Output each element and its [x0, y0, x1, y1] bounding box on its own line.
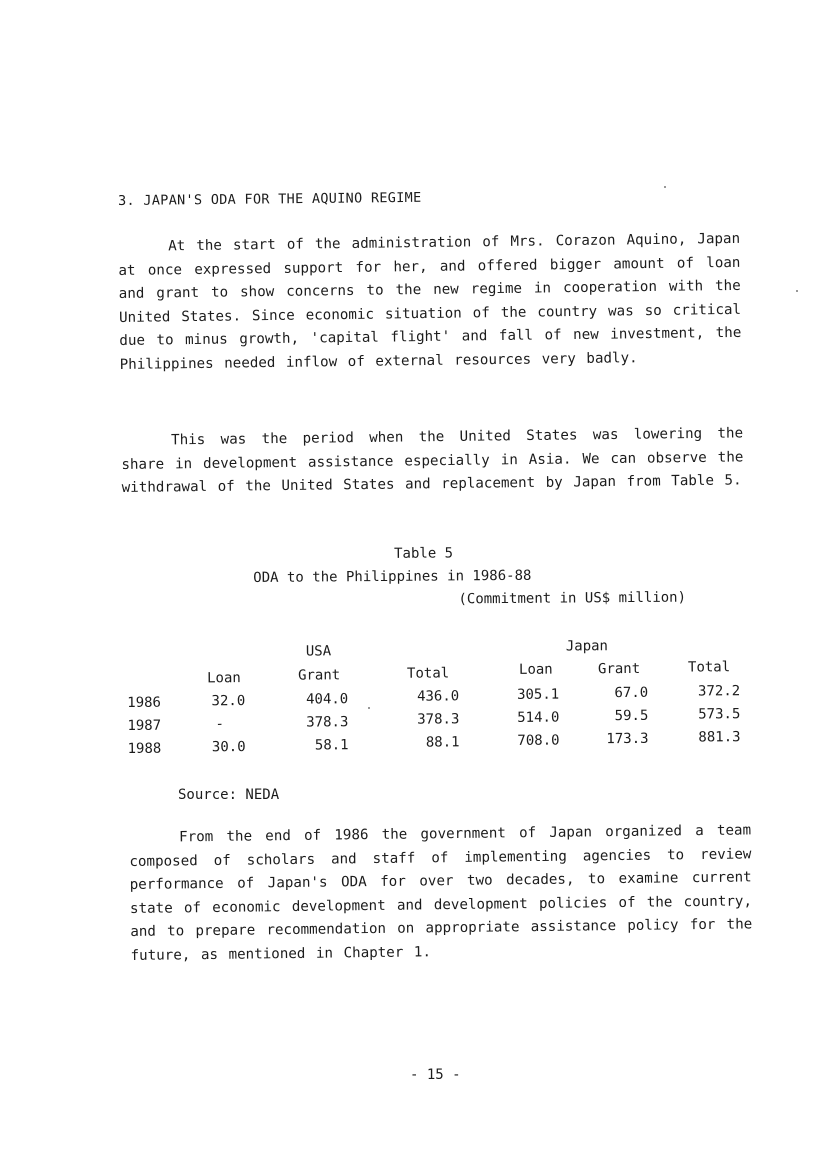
table-col-japan-total: Total — [687, 659, 731, 676]
table-cell: 372.2 — [697, 683, 741, 700]
table-cell: 30.0 — [211, 739, 246, 756]
scan-speck — [664, 186, 666, 188]
oda-table — [120, 540, 762, 765]
table-number: Table 5 — [394, 545, 454, 562]
paragraph-2-text: This was the period when the United States was lowering the share in development assistance especially in Asia. We can observe the withdrawal of the United States and replacement by Japan from Table 5. — [121, 425, 744, 496]
table-group-japan: Japan — [565, 638, 609, 655]
table-col-japan-grant: Grant — [597, 660, 641, 678]
table-cell: 573.5 — [698, 706, 741, 723]
table-col-usa-grant: Grant — [297, 667, 341, 684]
table-cell: 436.0 — [416, 688, 460, 705]
paragraph-3-text: From the end of 1986 the government of Japan organized a team composed of scholars and staff of implementing agencies to review performance of Japan's ODA for over two decades, to examine current state of economic development and development policies of the country, and to prepare recommendation on appropriate assistance policy for the future, as mentioned in Chapter 1. — [129, 822, 753, 964]
table-row-year: 1986 — [127, 694, 162, 711]
table-cell: 32.0 — [211, 693, 246, 710]
table-col-usa-total: Total — [406, 665, 450, 682]
table-cell: 173.3 — [606, 730, 649, 748]
table-cell: 59.5 — [614, 707, 649, 725]
paragraph-2 — [121, 422, 744, 500]
scan-speck — [796, 290, 798, 292]
paragraph-1-text: At the start of the administration of Mrs. Corazon Aquino, Japan at once expressed support for her, and offered bigger amount of loan and grant to show concerns to the new regime in cooperation with the United States. Since economic situation of the country was so critical due to minus growth, 'capital flight' and fall of new investment, the Philippines needed inflow of external resources very badly. — [118, 230, 742, 373]
paragraph-3 — [129, 819, 753, 968]
page-number: - 15 - — [410, 1067, 461, 1083]
table-unit: (Commitment in US$ million) — [458, 589, 687, 608]
table-row-year: 1987 — [127, 717, 162, 734]
table-col-japan-loan: Loan — [518, 661, 553, 678]
table-cell: 305.1 — [516, 686, 560, 703]
table-title: ODA to the Philippines in 1986-88 — [253, 567, 532, 586]
table-cell: 881.3 — [698, 729, 741, 746]
table-source: Source: NEDA — [178, 787, 280, 803]
table-cell: 378.3 — [306, 714, 349, 731]
table-cell: 514.0 — [517, 709, 560, 726]
table-col-usa-loan: Loan — [206, 670, 241, 687]
table-cell: 58.1 — [314, 737, 349, 754]
paragraph-1 — [118, 228, 742, 377]
table-group-usa: USA — [305, 643, 332, 660]
table-cell: 88.1 — [425, 734, 460, 751]
scan-speck — [368, 707, 370, 709]
table-cell: 708.0 — [517, 732, 560, 749]
table-row-year: 1988 — [127, 740, 162, 757]
table-cell: - — [215, 716, 224, 733]
table-cell: 67.0 — [614, 684, 649, 702]
table-cell: 378.3 — [417, 711, 460, 728]
section-heading: 3. JAPAN'S ODA FOR THE AQUINO REGIME — [118, 189, 422, 209]
table-cell: 404.0 — [306, 691, 349, 708]
